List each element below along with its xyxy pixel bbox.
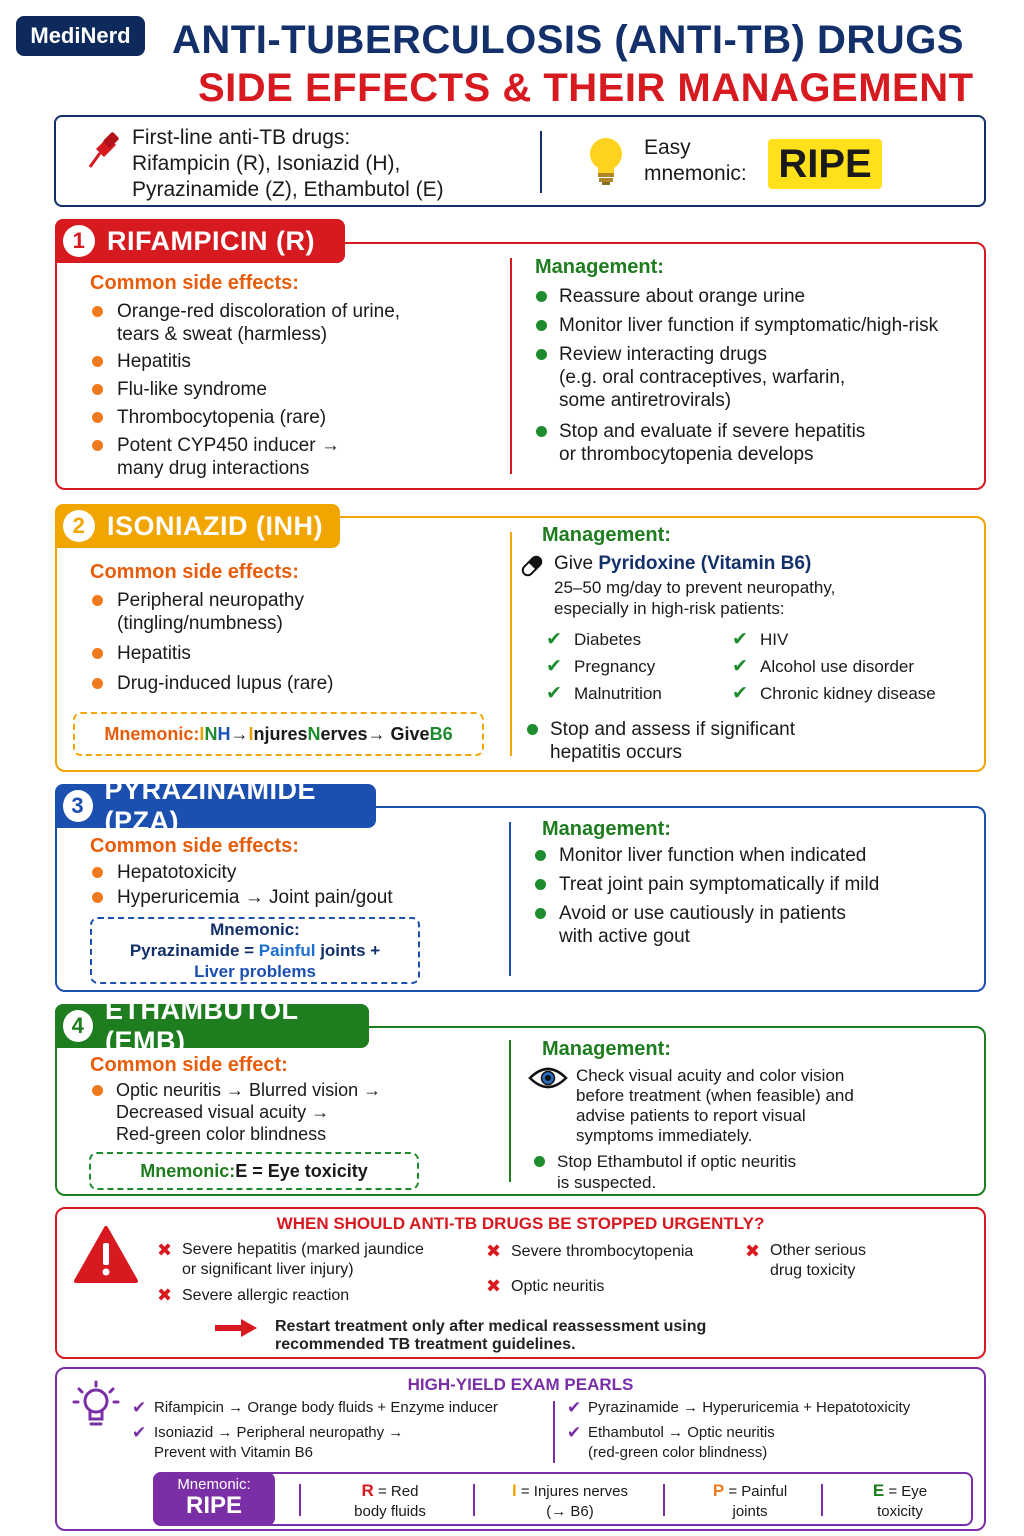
lightbulb-idea-icon [71, 1379, 121, 1433]
risk-item: Alcohol use disorder [760, 657, 915, 676]
management-item: Stop and evaluate if severe hepatitis or thrombocytopenia develops [559, 421, 866, 465]
ripe-badge: RIPE [768, 139, 882, 189]
pushpin-icon [84, 131, 120, 171]
ripe-mnemonic-badge: Mnemonic: RIPE [153, 1472, 275, 1526]
section-title: PYRAZINAMIDE (PZA) [104, 775, 317, 836]
pyrazinamide-mnemonic: Mnemonic: Pyrazinamide = Painful joints + Liver problems [90, 917, 420, 984]
isoniazid-mnemonic: Mnemonic: I N H → I njures N erves → Give B6 [73, 712, 484, 756]
page-subtitle: SIDE EFFECTS & THEIR MANAGEMENT [198, 66, 974, 110]
side-effect-item: Hepatitis [117, 351, 191, 372]
column-divider [509, 1040, 511, 1182]
bullet [535, 850, 546, 861]
bullet [536, 320, 547, 331]
intro-box [54, 115, 986, 207]
bullet [527, 724, 538, 735]
management-header: Management: [542, 1038, 671, 1060]
bullet [92, 595, 103, 606]
side-effects-header: Common side effect: [90, 1054, 288, 1076]
page-title: ANTI-TUBERCULOSIS (ANTI-TB) DRUGS [172, 18, 964, 62]
bullet [92, 648, 103, 659]
ripe-e: E = Eye toxicity [872, 1481, 928, 1520]
check-icon: ✔ [546, 629, 562, 650]
check-icon: ✔ [732, 683, 748, 704]
side-effect-item: Optic neuritis → Blurred vision → Decreased visual acuity → Red-green color blindness [116, 1080, 382, 1144]
risk-item: HIV [760, 630, 789, 649]
x-icon: ✖ [157, 1285, 173, 1305]
pill-icon [519, 553, 545, 579]
side-effect-item: Thrombocytopenia (rare) [117, 407, 327, 428]
side-effect-item: Hepatotoxicity [117, 862, 237, 883]
side-effect-item: Drug-induced lupus (rare) [117, 673, 334, 694]
stop-title: WHEN SHOULD ANTI-TB DRUGS BE STOPPED URGENTLY? [276, 1214, 765, 1233]
management-header: Management: [542, 818, 671, 840]
section-number: 1 [63, 225, 95, 257]
section-number: 3 [63, 790, 93, 822]
ripe-divider [821, 1484, 823, 1516]
bullet [534, 1156, 545, 1167]
bullet [536, 426, 547, 437]
stop-item: Severe hepatitis (marked jaundice or significant liver injury) [182, 1241, 424, 1278]
pearl-item: Ethambutol → Optic neuritis (red-green color blindness) [588, 1424, 775, 1461]
pearls-title: HIGH-YIELD EXAM PEARLS [407, 1375, 634, 1394]
ethambutol-tab [55, 995, 369, 1056]
check-icon: ✔ [546, 656, 562, 677]
exam-pearls-section [55, 1367, 986, 1531]
ripe-p: P = Painful joints [712, 1481, 788, 1520]
check-icon: ✔ [546, 683, 562, 704]
side-effects-header: Common side effects: [90, 272, 299, 294]
pearl-item: Rifampicin → Orange body fluids + Enzyme inducer [154, 1399, 498, 1416]
x-icon: ✖ [486, 1276, 502, 1296]
ripe-i: I = Injures nerves (→ B6) [511, 1481, 629, 1520]
stop-item: Optic neuritis [511, 1278, 605, 1295]
check-icon: ✔ [132, 1423, 147, 1442]
side-effect-item: Orange-red discoloration of urine, tears & sweat (harmless) [117, 301, 401, 345]
bullet [92, 892, 103, 903]
section-title: ISONIAZID (INH) [107, 510, 323, 541]
bullet [535, 908, 546, 919]
side-effect-item: Hepatitis [117, 643, 191, 664]
eye-icon [528, 1066, 568, 1090]
management-item: Check visual acuity and color vision before treatment (when feasible) and advise patients to report visual symptoms immediately. [576, 1066, 854, 1145]
section-number: 2 [63, 510, 95, 542]
management-item: Treat joint pain symptomatically if mild [559, 874, 880, 895]
stop-item: Severe allergic reaction [182, 1287, 350, 1304]
bullet [92, 440, 103, 451]
ethambutol-mnemonic: Mnemonic: E = Eye toxicity [89, 1152, 419, 1190]
bullet [92, 384, 103, 395]
section-number: 4 [63, 1010, 93, 1042]
check-icon: ✔ [567, 1398, 582, 1417]
column-divider [509, 822, 511, 976]
stop-item: Severe thrombocytopenia [511, 1243, 694, 1260]
check-icon: ✔ [567, 1423, 582, 1442]
first-line-drugs: First-line anti-TB drugs: Rifampicin (R), Isoniazid (H), Pyrazinamide (Z), Ethambutol (E) [132, 126, 444, 201]
side-effect-item: Peripheral neuropathy (tingling/numbness) [117, 590, 304, 634]
side-effects-header: Common side effects: [90, 835, 299, 857]
management-header: Management: [542, 524, 671, 546]
management-item: Review interacting drugs (e.g. oral contraceptives, warfarin, some antiretrovirals) [559, 344, 846, 411]
pyridoxine-line: Give Pyridoxine (Vitamin B6) [554, 553, 812, 574]
bullet [535, 879, 546, 890]
bullet [92, 306, 103, 317]
bullet [92, 867, 103, 878]
x-icon: ✖ [486, 1241, 502, 1261]
restart-note: Restart treatment only after medical reassessment using recommended TB treatment guidelines. [275, 1318, 707, 1353]
ripe-divider [473, 1484, 475, 1516]
pearl-item: Pyrazinamide → Hyperuricemia + Hepatotoxicity [588, 1399, 911, 1416]
side-effect-item: Potent CYP450 inducer → many drug interactions [117, 435, 340, 479]
isoniazid-tab [55, 504, 340, 548]
x-icon: ✖ [745, 1241, 761, 1261]
side-effect-item: Hyperuricemia → Joint pain/gout [117, 887, 393, 908]
intro-divider [540, 131, 542, 193]
risk-item: Diabetes [574, 630, 642, 649]
bullet [92, 678, 103, 689]
ripe-divider [299, 1484, 301, 1516]
bullet [536, 349, 547, 360]
check-icon: ✔ [732, 656, 748, 677]
ripe-divider [663, 1484, 665, 1516]
stop-item: Other serious drug toxicity [770, 1242, 867, 1279]
arrow-right-icon [215, 1319, 257, 1337]
column-divider [510, 258, 512, 474]
side-effects-header: Common side effects: [90, 561, 299, 583]
warning-icon [73, 1225, 139, 1285]
risk-item: Pregnancy [574, 657, 656, 676]
bullet [92, 412, 103, 423]
lightbulb-icon [586, 135, 626, 187]
bullet [92, 356, 103, 367]
management-item: Monitor liver function when indicated [559, 845, 867, 866]
rifampicin-tab [55, 219, 345, 263]
section-title: RIFAMPICIN (R) [107, 225, 315, 256]
ripe-r: R = Red body fluids [354, 1481, 426, 1520]
section-title: ETHAMBUTOL (EMB) [105, 995, 299, 1056]
side-effect-item: Flu-like syndrome [117, 379, 267, 400]
pearl-item: Isoniazid → Peripheral neuropathy → Prevent with Vitamin B6 [154, 1424, 404, 1461]
management-item: Stop and assess if significant hepatitis occurs [550, 719, 796, 763]
management-item: Stop Ethambutol if optic neuritis is suspected. [557, 1152, 797, 1192]
ripe-summary-bar [153, 1472, 973, 1526]
dose-text: 25–50 mg/day to prevent neuropathy, especially in high-risk patients: [554, 578, 836, 618]
x-icon: ✖ [157, 1240, 173, 1260]
check-icon: ✔ [732, 629, 748, 650]
check-icon: ✔ [132, 1398, 147, 1417]
management-item: Monitor liver function if symptomatic/high-risk [559, 315, 939, 336]
pearls-divider [553, 1401, 555, 1463]
risk-item: Chronic kidney disease [760, 684, 936, 703]
bullet [536, 291, 547, 302]
bullet [92, 1085, 103, 1096]
column-divider [510, 532, 512, 756]
management-item: Avoid or use cautiously in patients with active gout [559, 903, 846, 947]
management-item: Reassure about orange urine [559, 286, 806, 307]
brand-logo: MediNerd [16, 16, 145, 56]
stop-urgently-section [55, 1207, 986, 1359]
management-header: Management: [535, 256, 664, 278]
easy-mnemonic-label: Easy mnemonic: [644, 136, 747, 185]
pyrazinamide-tab [55, 775, 376, 836]
risk-item: Malnutrition [574, 684, 662, 703]
